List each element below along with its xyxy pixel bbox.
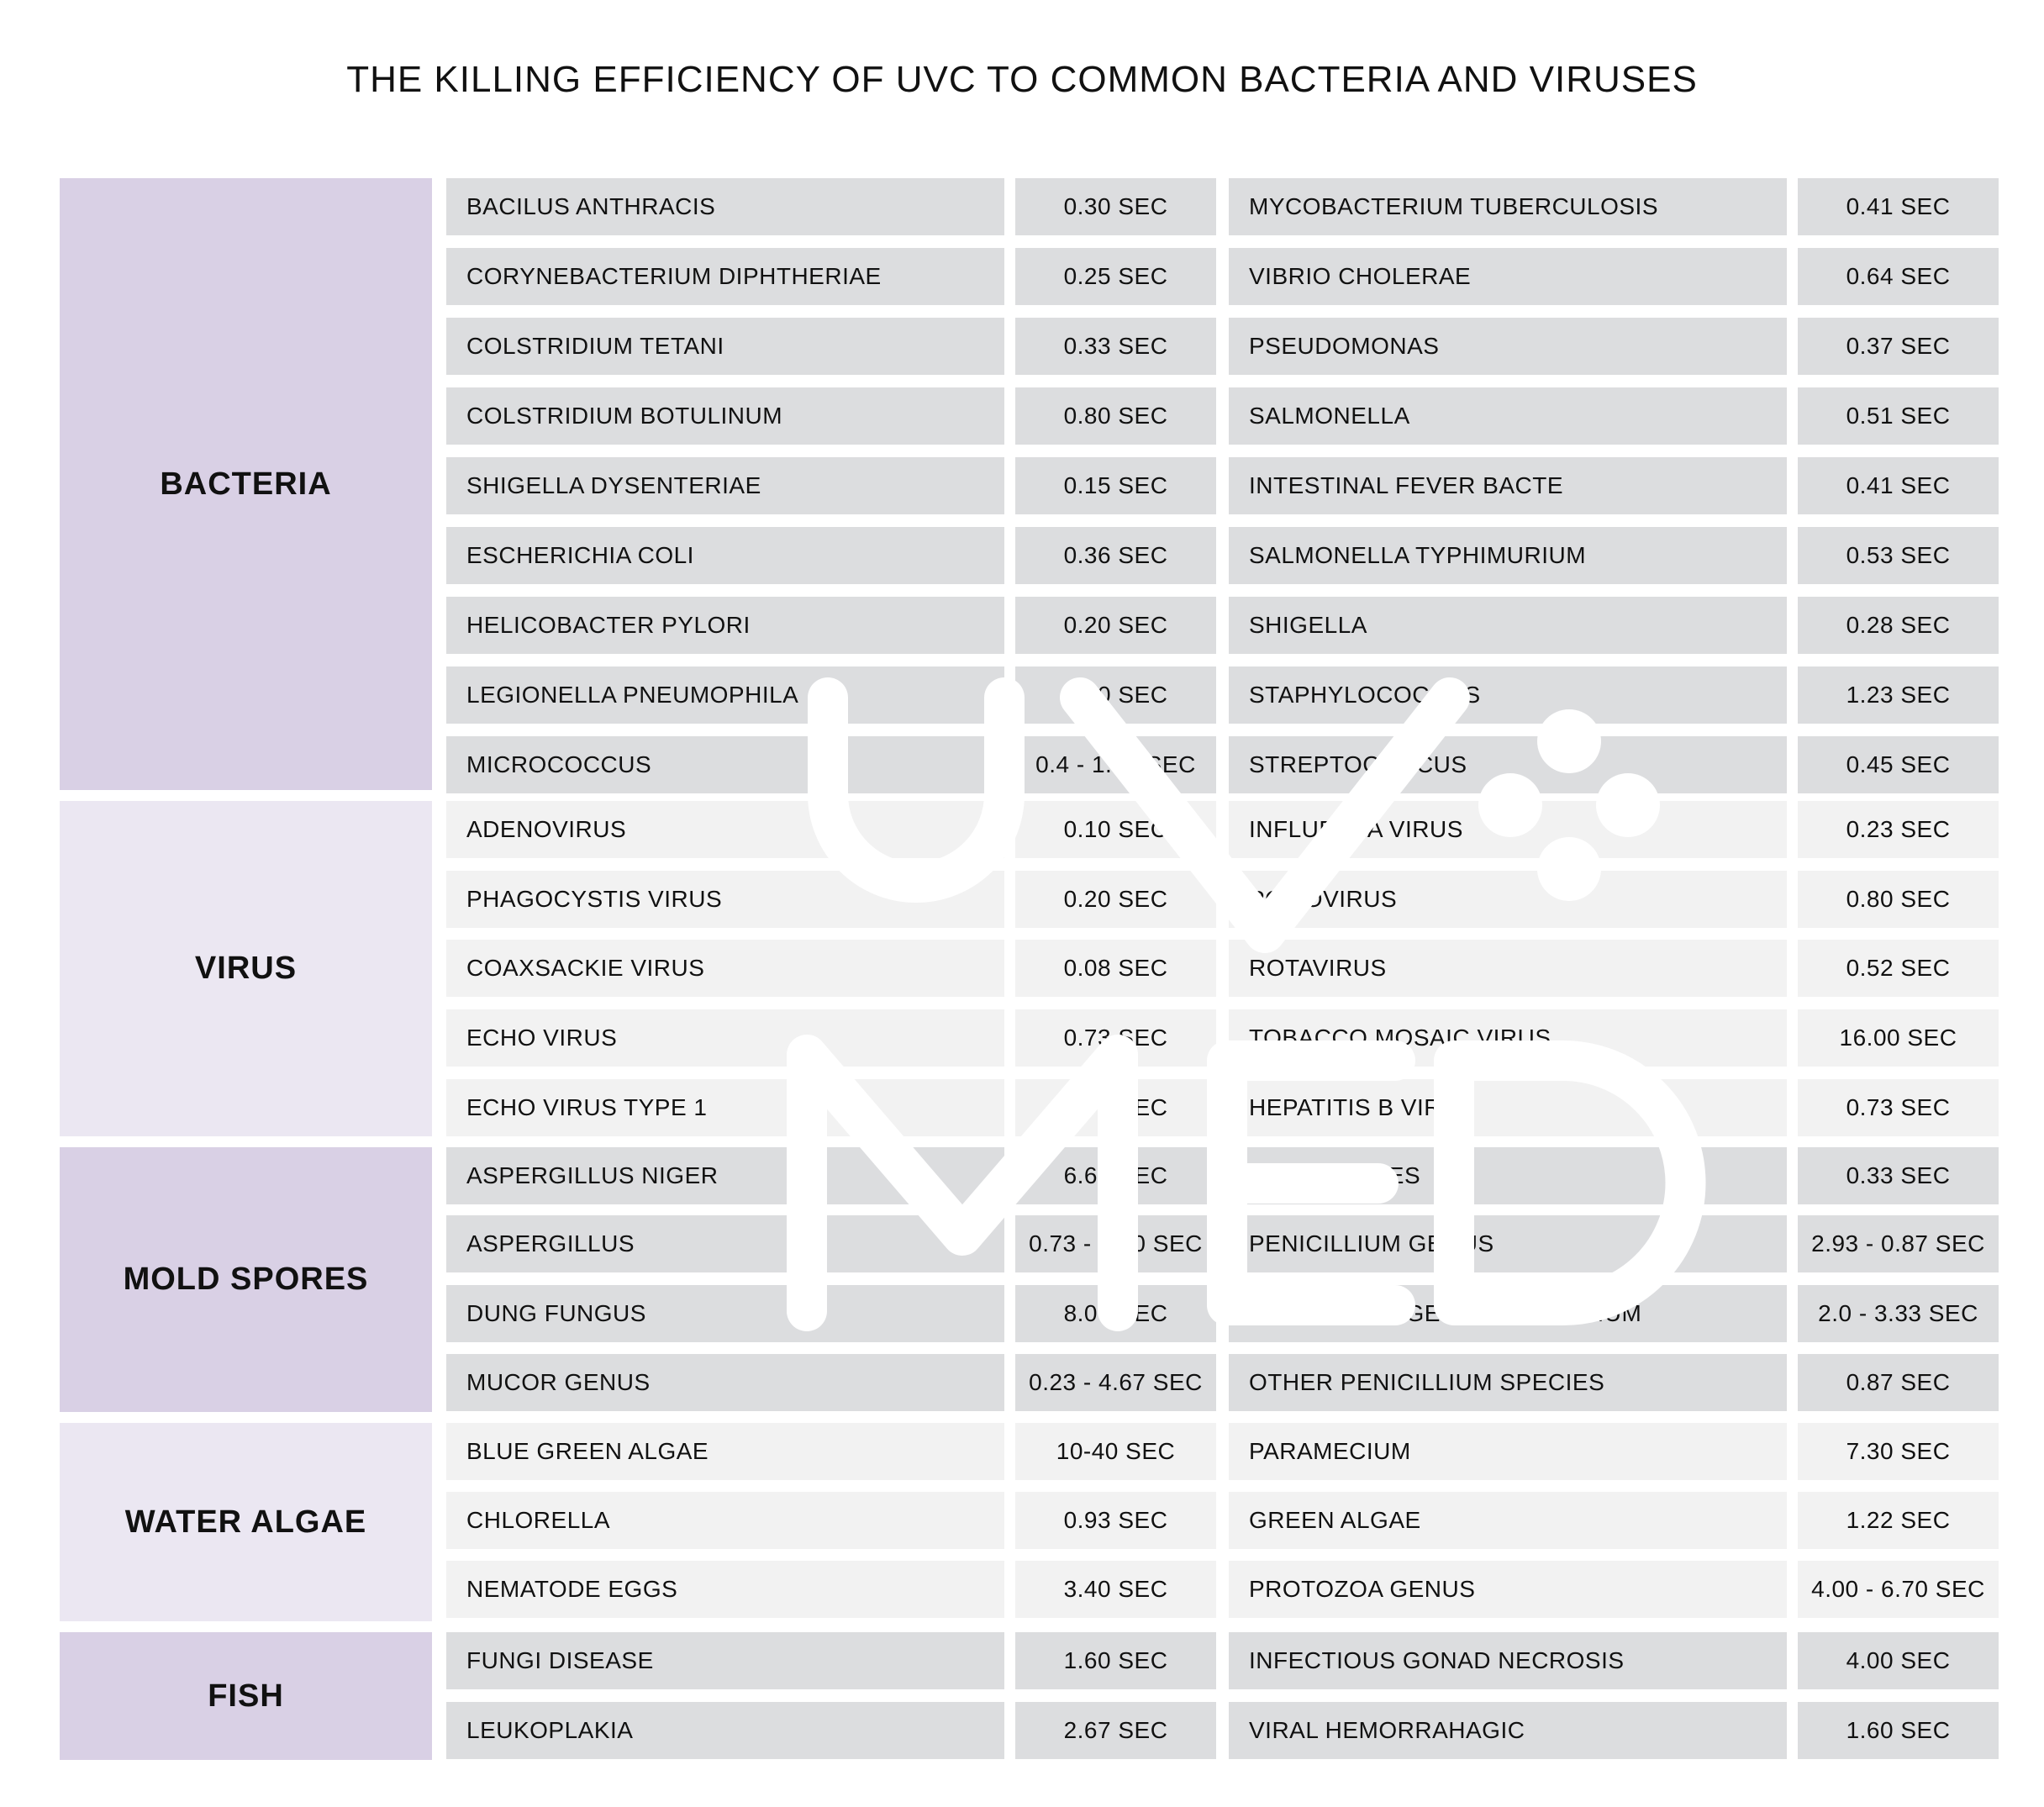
- exposure-time-cell: 0.80 SEC: [1798, 871, 1999, 928]
- exposure-time-cell: 0.23 SEC: [1798, 801, 1999, 858]
- exposure-time-cell: 0.10 SEC: [1015, 801, 1216, 858]
- exposure-time-cell: 0.75 SEC: [1015, 1079, 1216, 1136]
- exposure-time-cell: 8.00 SEC: [1015, 1285, 1216, 1342]
- exposure-time-cell: 0.52 SEC: [1798, 940, 1999, 997]
- organism-name-cell: SHIGELLA DYSENTERIAE: [446, 457, 1004, 514]
- exposure-time-cell: 0.80 SEC: [1015, 387, 1216, 445]
- organism-name-cell: MYCOBACTERIUM TUBERCULOSIS: [1229, 178, 1787, 235]
- exposure-time-cell: 0.41 SEC: [1798, 457, 1999, 514]
- organism-name-cell: GREEN ALGAE: [1229, 1492, 1787, 1549]
- organism-name-cell: INTESTINAL FEVER BACTE: [1229, 457, 1787, 514]
- organism-name-cell: LEGIONELLA PNEUMOPHILA: [446, 666, 1004, 724]
- category-label: BACTERIA: [60, 178, 432, 790]
- organism-name-cell: POLIOVIRUS: [1229, 871, 1787, 928]
- organism-name-cell: CORYNEBACTERIUM DIPHTHERIAE: [446, 248, 1004, 305]
- exposure-time-cell: 1.23 SEC: [1798, 666, 1999, 724]
- organism-name-cell: ROTAVIRUS: [1229, 940, 1787, 997]
- organism-name-cell: HELICOBACTER PYLORI: [446, 597, 1004, 654]
- exposure-time-cell: 0.20 SEC: [1015, 666, 1216, 724]
- organism-name-cell: FUNGI DISEASE: [446, 1632, 1004, 1689]
- exposure-time-cell: 0.73 SEC: [1015, 1009, 1216, 1067]
- exposure-time-cell: 0.87 SEC: [1798, 1354, 1999, 1411]
- exposure-time-cell: 0.30 SEC: [1015, 178, 1216, 235]
- exposure-time-cell: 0.33 SEC: [1015, 318, 1216, 375]
- exposure-time-cell: 0.37 SEC: [1798, 318, 1999, 375]
- organism-name-cell: MUCOR GENUS: [446, 1354, 1004, 1411]
- organism-name-cell: STREPTOCOCCUS: [1229, 736, 1787, 793]
- exposure-time-cell: 6.67 SEC: [1015, 1147, 1216, 1204]
- exposure-time-cell: 0.15 SEC: [1015, 457, 1216, 514]
- organism-name-cell: PENICILLIUM GENUS: [1229, 1215, 1787, 1272]
- organism-name-cell: COLSTRIDIUM TETANI: [446, 318, 1004, 375]
- exposure-time-cell: 0.23 - 4.67 SEC: [1015, 1354, 1216, 1411]
- organism-name-cell: VIBRIO CHOLERAE: [1229, 248, 1787, 305]
- category-label: FISH: [60, 1632, 432, 1760]
- exposure-time-cell: 0.41 SEC: [1798, 178, 1999, 235]
- organism-name-cell: VIRAL HEMORRAHAGIC: [1229, 1702, 1787, 1759]
- organism-name-cell: ASPERGILLUS: [446, 1215, 1004, 1272]
- organism-name-cell: ECHO VIRUS TYPE 1: [446, 1079, 1004, 1136]
- exposure-time-cell: 4.00 - 6.70 SEC: [1798, 1561, 1999, 1618]
- exposure-time-cell: 0.45 SEC: [1798, 736, 1999, 793]
- exposure-time-cell: 0.51 SEC: [1798, 387, 1999, 445]
- exposure-time-cell: 0.93 SEC: [1015, 1492, 1216, 1549]
- exposure-time-cell: 0.73 SEC: [1798, 1079, 1999, 1136]
- exposure-time-cell: 0.36 SEC: [1015, 527, 1216, 584]
- organism-name-cell: CHLORELLA: [446, 1492, 1004, 1549]
- organism-name-cell: ASPERGILLUS NIGER: [446, 1147, 1004, 1204]
- exposure-time-cell: 3.40 SEC: [1015, 1561, 1216, 1618]
- page-title: THE KILLING EFFICIENCY OF UVC TO COMMON BACTERIA AND VIRUSES: [346, 59, 1698, 100]
- organism-name-cell: DUNG FUNGUS: [446, 1285, 1004, 1342]
- organism-name-cell: BACILUS ANTHRACIS: [446, 178, 1004, 235]
- organism-name-cell: BLUE GREEN ALGAE: [446, 1423, 1004, 1480]
- exposure-time-cell: 10-40 SEC: [1015, 1423, 1216, 1480]
- organism-name-cell: SOFT SPORES: [1229, 1147, 1787, 1204]
- organism-name-cell: PHAGOCYSTIS VIRUS: [446, 871, 1004, 928]
- exposure-time-cell: 1.22 SEC: [1798, 1492, 1999, 1549]
- exposure-time-cell: 2.0 - 3.33 SEC: [1798, 1285, 1999, 1342]
- category-label: MOLD SPORES: [60, 1147, 432, 1412]
- exposure-time-cell: 1.60 SEC: [1798, 1702, 1999, 1759]
- organism-name-cell: OTHER PENICILLIUM SPECIES: [1229, 1354, 1787, 1411]
- organism-name-cell: STAPHYLOCOCCUS: [1229, 666, 1787, 724]
- organism-name-cell: INFLUENZA VIRUS: [1229, 801, 1787, 858]
- organism-name-cell: COLSTRIDIUM BOTULINUM: [446, 387, 1004, 445]
- exposure-time-cell: 0.25 SEC: [1015, 248, 1216, 305]
- exposure-time-cell: 4.00 SEC: [1798, 1632, 1999, 1689]
- organism-name-cell: ECHO VIRUS: [446, 1009, 1004, 1067]
- organism-name-cell: ESCHERICHIA COLI: [446, 527, 1004, 584]
- organism-name-cell: SALMONELLA TYPHIMURIUM: [1229, 527, 1787, 584]
- exposure-time-cell: 7.30 SEC: [1798, 1423, 1999, 1480]
- exposure-time-cell: 0.73 - 8.80 SEC: [1015, 1215, 1216, 1272]
- organism-name-cell: ADENOVIRUS: [446, 801, 1004, 858]
- organism-name-cell: LEUKOPLAKIA: [446, 1702, 1004, 1759]
- organism-name-cell: COAXSACKIE VIRUS: [446, 940, 1004, 997]
- organism-name-cell: NEMATODE EGGS: [446, 1561, 1004, 1618]
- exposure-time-cell: 0.28 SEC: [1798, 597, 1999, 654]
- organism-name-cell: ENTEROTOXIGENIC PENICILLIUM: [1229, 1285, 1787, 1342]
- organism-name-cell: SHIGELLA: [1229, 597, 1787, 654]
- organism-name-cell: TOBACCO MOSAIC VIRUS: [1229, 1009, 1787, 1067]
- organism-name-cell: SALMONELLA: [1229, 387, 1787, 445]
- exposure-time-cell: 0.4 - 1.53 SEC: [1015, 736, 1216, 793]
- exposure-time-cell: 0.33 SEC: [1798, 1147, 1999, 1204]
- exposure-time-cell: 0.08 SEC: [1015, 940, 1216, 997]
- exposure-time-cell: 16.00 SEC: [1798, 1009, 1999, 1067]
- exposure-time-cell: 0.64 SEC: [1798, 248, 1999, 305]
- organism-name-cell: PSEUDOMONAS: [1229, 318, 1787, 375]
- organism-name-cell: MICROCOCCUS: [446, 736, 1004, 793]
- exposure-time-cell: 1.60 SEC: [1015, 1632, 1216, 1689]
- exposure-time-cell: 2.93 - 0.87 SEC: [1798, 1215, 1999, 1272]
- exposure-time-cell: 2.67 SEC: [1015, 1702, 1216, 1759]
- organism-name-cell: INFECTIOUS GONAD NECROSIS: [1229, 1632, 1787, 1689]
- organism-name-cell: HEPATITIS B VIRUS: [1229, 1079, 1787, 1136]
- organism-name-cell: PROTOZOA GENUS: [1229, 1561, 1787, 1618]
- exposure-time-cell: 0.20 SEC: [1015, 871, 1216, 928]
- exposure-time-cell: 0.53 SEC: [1798, 527, 1999, 584]
- exposure-time-cell: 0.20 SEC: [1015, 597, 1216, 654]
- organism-name-cell: PARAMECIUM: [1229, 1423, 1787, 1480]
- category-label: WATER ALGAE: [60, 1423, 432, 1621]
- category-label: VIRUS: [60, 801, 432, 1136]
